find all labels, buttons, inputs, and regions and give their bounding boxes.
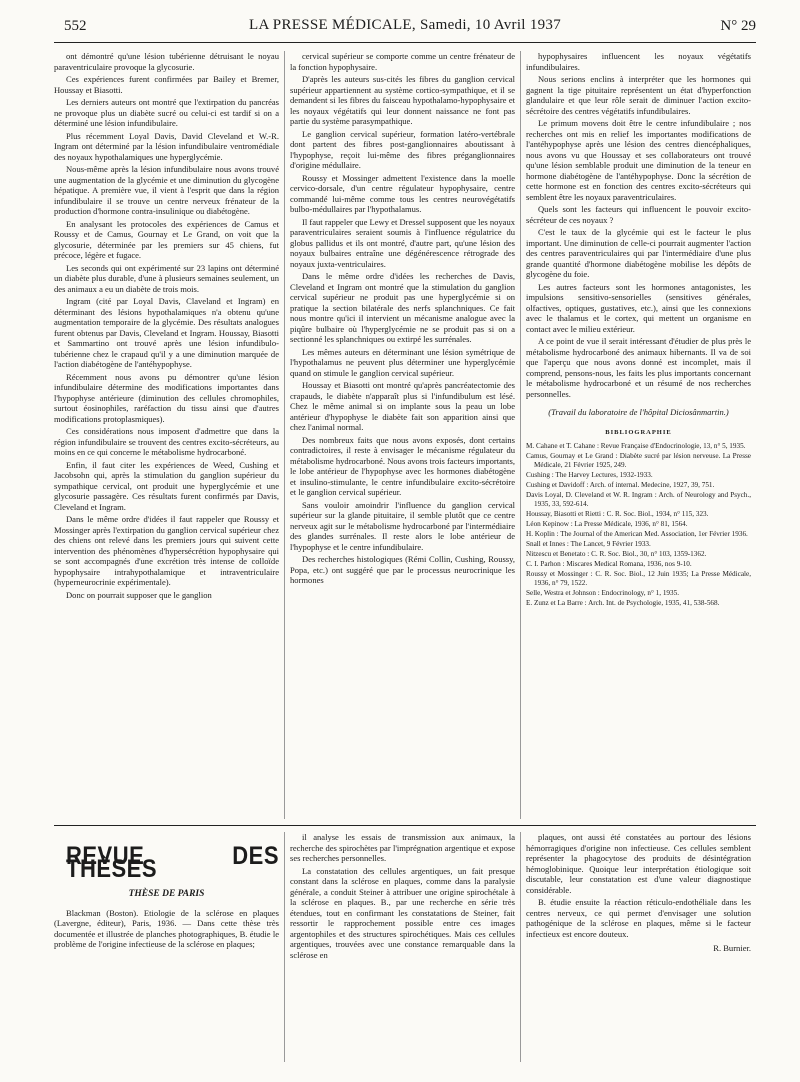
bibliography-entry: Houssay, Biasotti et Rietti : C. R. Soc. Biol., 1934, n° 115, 323. [526, 510, 709, 518]
bibliography-entry: Cushing et Davidoff : Arch. of internal. Medecine, 1927, 39, 751. [526, 481, 715, 489]
paragraph: Les mêmes auteurs en déterminant une lésion symétrique de l'hypothalamus ne peuvent plus déterminer une hyperglycémie quand on stimule le ganglion cervical supérieur. [290, 346, 515, 378]
paragraph: Les seconds qui ont expérimenté sur 23 lapins ont déterminé un diabète plus durable, d'une à plusieurs semaines seulement, un des animaux a eu un diabète de trois mois. [54, 262, 279, 294]
issue-number: N° 29 [720, 18, 756, 34]
column-divider [284, 832, 285, 1062]
paragraph: cervical supérieur se comporte comme un centre frénateur de la fonction hypophysaire. [290, 51, 515, 72]
revue-heading: REVUE DES THÈSES [66, 841, 279, 883]
these-entry: Blackman (Boston). Etiologie de la sclérose en plaques (Lavergne, éditeur), Paris, 1936. — Dans cette thèse très documentée et illustrée de planches photographiques, B. étudie le problème de l'origine infectieuse de la sclérose en plaques; [54, 907, 279, 949]
paragraph: plaques, ont aussi été constatées au portour des lésions hémorragiques d'origine non infectieuse. Ces cellules semblent représenter la phagocytose des produits de désintégration hémoglobinique. Quoique leur interprétation étiologique soit discutable, leur constatation est d'une valeur diagnostique considérable. [526, 832, 751, 895]
paragraph: Roussy et Mossinger admettent l'existence dans la moelle cervico-dorsale, d'un centre régulateur hypophysaire, centre commandé lui-même comme tous les centres neurovégétatifs bulbo-médullaires par l'hypothalamus. [290, 172, 515, 214]
bibliography-entry: Roussy et Mossinger : C. R. Soc. Biol., 12 Juin 1935; La Presse Médicale, 1936, n° 79, 1522. [526, 570, 751, 587]
bibliography-entry: Snall et Innes : The Lancet, 9 Février 1933. [526, 540, 651, 548]
bibliography-entry: Davis Loyal, D. Cleveland et W. R. Ingram : Arch. of Neurology and Psych., 1935, 33, 592-614. [526, 491, 751, 508]
paragraph: Enfin, il faut citer les expériences de Weed, Cushing et Jacobsohn qui, après la stimulation du ganglion supérieur du sympathique cervical, ont produit une hyperglycémie et une glycosurie passagère. Ces résultats furent confirmés par Davis, Cleveland et Ingram. [54, 459, 279, 512]
bibliography-entry: Léon Kepinow : La Presse Médicale, 1936, n° 81, 1564. [526, 520, 688, 528]
paragraph: Dans le même ordre d'idées il faut rappeler que Roussy et Mossinger après l'extirpation du ganglion cervical supérieur chez des chiens ont relevé dans les premiers jours qui suivent cette intervention des phénomènes d'hypersécrétion hypophysaire qui se sont accompagnés d'une excrétion très intense de colloïde hypophysaire intrahypothalamique et intraventriculaire (hyperneurocrinie expérimentale). [54, 514, 279, 587]
column-divider [520, 51, 521, 819]
section-separator [54, 825, 756, 826]
paragraph: hypophysaires influencent les noyaux végétatifs infundibulaires. [526, 51, 751, 72]
paragraph: Nous serions enclins à interpréter que les hormones qui gagnent la tige pituitaire représentent un état d'hyperfonction glandulaire et que leur rôle serait de diminuer l'action excito-sécrétoire des centres végétatifs infundibulaires. [526, 74, 751, 116]
paragraph: il analyse les essais de transmission aux animaux, la recherche des spirochètes par l'imprégnation argentique et expose ses recherches personnelles. [290, 832, 515, 863]
paragraph: ont démontré qu'une lésion tubérienne détruisant le noyau paraventriculaire provoque la glycosurie. [54, 51, 279, 72]
bibliography-entry: H. Koplin : The Journal of the American Med. Association, 1er Février 1936. [526, 530, 748, 538]
paragraph: En analysant les protocoles des expériences de Camus et Roussy et de Camus, Gournay et Le Grand, on voit que la glycosurie, déterminée par les premiers sur 45 chiens, fut précoce, légère et fugace. [54, 218, 279, 260]
bibliography-heading: BIBLIOGRAPHIE [605, 428, 672, 436]
journal-title: LA PRESSE MÉDICALE, Samedi, 10 Avril 1937 [248, 17, 562, 33]
article-column-2 [290, 51, 515, 819]
paragraph: C'est le taux de la glycémie qui est le facteur le plus important. Une diminution de celle-ci pourrait augmenter l'action des centres paraventriculaires qui par l'intermédiaire d'une plus grande quantité d'hormone diabétogène mobilise les dépôts de glycogène du foie. [526, 227, 751, 279]
bibliography-entry: E. Zunz et La Barre : Arch. Int. de Psychologie, 1935, 41, 538-568. [526, 599, 720, 607]
revue-section [54, 832, 756, 1062]
paragraph: Nous-même après la lésion infundibulaire nous avons trouvé une augmentation de la glycémie et une diminution du glycogène hépatique. A première vue, il vient à l'esprit que dans la région infundibulaire il se trouve un centre nerveux frénateur de la production d'hormone contra-insulinique ou diabétogène. [54, 164, 279, 216]
paragraph: Plus récemment Loyal Davis, David Cleveland et W.-R. Ingram ont déterminé par la lésion infundibulaire ventromédiale des noyaux hypothalamiques une hyperglycémie. [54, 130, 279, 162]
bibliography-entry: Cushing : The Harvey Lectures, 1932-1933. [526, 471, 653, 479]
paragraph: Le primum movens doit être le centre infundibulaire ; nos recherches ont mis en relief les importantes modifications de l'antéhypophyse après une lésion des centres diencéphaliques, nous avons vu que Houssay et ses collaborateurs ont trouvé qu'une lésion semblable produit une diminution de la teneur en hormone diabétogène de l'antéhypophyse. Donc la sécrétion de cette hormone est en fonction des centres excito-sécréteurs qui semblent être les noyaux paraventriculaires. [526, 118, 751, 202]
these-subheading: THÈSE DE PARIS [128, 889, 205, 899]
paragraph: Le ganglion cervical supérieur, formation latéro-vertébrale dont partent des fibres post-ganglionnaires aboutissant à l'hypophyse, reçoit lui-même des fibres préganglionnaires d'origine médullaire. [290, 128, 515, 170]
paragraph: Dans le même ordre d'idées les recherches de Davis, Cleveland et Ingram ont montré que la stimulation du ganglion cervical supérieur ne produit pas une hyperglycémie si on pratique la section bilatérale des nerfs splanchniques. Ce fait nous montre qu'ici il intervient un mécanisme analogue avec la piqûre bulbaire où l'hyperglycémie ne se produit pas si on a sectionné les splanchniques ou extirpé les surrénales. [290, 271, 515, 344]
paragraph: Ces considérations nous imposent d'admettre que dans la région infundibulaire se trouvent des centres excito-sécréteurs, au moins en ce qui concerne le métabolisme hydrocarboné. [54, 426, 279, 457]
page-number: 552 [64, 18, 87, 34]
bibliography-entry: M. Cahane et T. Cahane : Revue Française d'Endocrinologie, 13, n° 5, 1935. [526, 442, 746, 450]
bibliography-entry: Selle, Westra et Johnson : Endocrinology, n° 1, 1935. [526, 589, 680, 597]
paragraph: Les derniers auteurs ont montré que l'extirpation du pancréas ne provoque plus un diabète sucré ou celui-ci est tardif si on a déterminé une lésion infundibulaire. [54, 97, 279, 128]
paragraph: A ce point de vue il serait intéressant d'étudier de plus près le métabolisme hydrocarboné des animaux hibernants. Il va de soi que l'aperçu que nous avons donné est incomplet, mais il comprend, pensons-nous, les faits les plus importants concernant le métabolisme hydrocarboné et un résumé de nos recherches personnelles. [526, 336, 751, 399]
revue-author: R. Burnier. [713, 943, 751, 953]
paragraph: Houssay et Biasotti ont montré qu'après pancréatectomie des crapauds, le diabète n'apparaît plus si l'infundibulum est lésé. Chez le même animal si on implante sous la peau un lobe antérieur d'hypophyse le diabète fait son apparition ainsi que chez l'animal normal. [290, 380, 515, 432]
paragraph: B. étudie ensuite la réaction réticulo-endothéliale dans les centres nerveux, ce qui permet d'envisager une solution pathogénique de la sclérose en plaques, même si le facteur infectieux est encore douteux. [526, 897, 751, 939]
revue-column-2 [290, 832, 515, 1062]
revue-column-3 [526, 832, 751, 1062]
paragraph: La constatation des cellules argentiques, un fait presque constant dans la sclérose en plaques, comme dans la paralysie générale, a conduit Steiner à attribuer une origine spirochétale à la sclérose en plaques. B., par une recherche en série très étendues, tout en confirmant les constatations de Steiner, fait ressortir le rapprochement possible entre ces images argentophiles et des structures spirochétiques. Mais ces cellules argentiques, trouvées avec une constance remarquable dans la sclérose en [290, 865, 515, 960]
paragraph: Récemment nous avons pu démontrer qu'une lésion infundibulaire détermine des modifications importantes dans l'hypophyse antérieure (diminution des cellules chromophiles, surtout éosinophiles, raréfaction du tissu ainsi que d'autres modifications protoplasmiques). [54, 371, 279, 424]
bibliography-entry: Camus, Gournay et Le Grand : Diabète sucré par lésion nerveuse. La Presse Médicale, 21 Février 1925, 249. [526, 452, 751, 469]
bibliography-entry: C. I. Parhon : Miscares Medical Romana, 1936, nos 9-10. [526, 560, 692, 568]
revue-column-3-paragraphs [526, 832, 751, 939]
article-body [54, 51, 756, 819]
paragraph: Il faut rappeler que Lewy et Dressel supposent que les noyaux paraventriculaires seraient soumis à l'influence régulatrice du globus pallidus et ils ont montré, d'autre part, qu'une lésion des noyaux bulbaires entraîne une dégénérescence rétrograde des noyaux juxta-ventriculaires. [290, 216, 515, 269]
paragraph: Sans vouloir amoindrir l'influence du ganglion cervical supérieur sur la glande pituitaire, il semble plutôt que ce centre nerveux agit sur le métabolisme hydrocarboné par l'intermédiaire des glandes surrénales. Il reste alors le lobe antérieur de l'hypophyse et le centre infundibulaire. [290, 499, 515, 552]
page-header [54, 16, 756, 43]
paragraph: Des nombreux faits que nous avons exposés, dont certains contradictoires, il reste à envisager le mécanisme régulateur du métabolisme hydrocarboné. Nous avons trois facteurs importants, le lobe antérieur de l'hypophyse avec les hormones diabétogène et insulino-stimulante, le centre infundibulaire excito-sécrétoire et le ganglion cervical supérieur. [290, 434, 515, 497]
paragraph: Ces expériences furent confirmées par Bailey et Bremer, Houssay et Biasotti. [54, 74, 279, 95]
article-column-1 [54, 51, 279, 819]
revue-column-1 [54, 832, 279, 1062]
paragraph: Quels sont les facteurs qui influencent le pouvoir excito-sécréteur de ces noyaux ? [526, 204, 751, 225]
paragraph: Donc on pourrait supposer que le ganglion [66, 589, 212, 600]
bibliography-entry: Nitzescu et Benetato : C. R. Soc. Biol., 30, n° 103, 1359-1362. [526, 550, 707, 558]
paragraph: Ingram (cité par Loyal Davis, Claveland et Ingram) en déterminant des lésions hypothalamiques n'a obtenu qu'une augmentation temporaire de la glycémie. Des résultats analogues furent obtenus par Davis, Cleveland et Ingram. Houssay, Biasotti et Sammartino ont trouvé après une lésion infundibulo-tubérienne chez le crapaud qu'il y a une diminution marquée de l'action diabétogène de l'antéhypophyse. [54, 296, 279, 369]
lab-signature: (Travail du laboratoire de l'hôpital Diciosânmartin.) [548, 407, 729, 417]
bibliography-list [526, 442, 751, 608]
column-divider [284, 51, 285, 819]
paragraph: Des recherches histologiques (Rémi Collin, Cushing, Roussy, Popa, etc.) ont suggéré que par le processus neurocrinique les hormones [290, 554, 515, 585]
paragraph: D'après les auteurs sus-cités les fibres du ganglion cervical supérieur appartiennent au système cortico-sympathique, et il se demandent si les fibres du faisceau hypothalamo-hypophysaire et les noyaux végétatifs qui leur donnent naissance ne font pas partie du système parasympathique. [290, 74, 515, 126]
article-column-3 [526, 51, 751, 819]
paragraph: Les autres facteurs sont les hormones antagonistes, les impulsions sensitivo-sensorielles (sensitives générales, olfactives, optiques, gustatives, etc.), ainsi que les connexions avec le thalamus et le cortex, qui mettent un organisme en contact avec le milieu extérieur. [526, 281, 751, 334]
column-3-paragraphs [526, 51, 751, 399]
column-divider [520, 832, 521, 1062]
